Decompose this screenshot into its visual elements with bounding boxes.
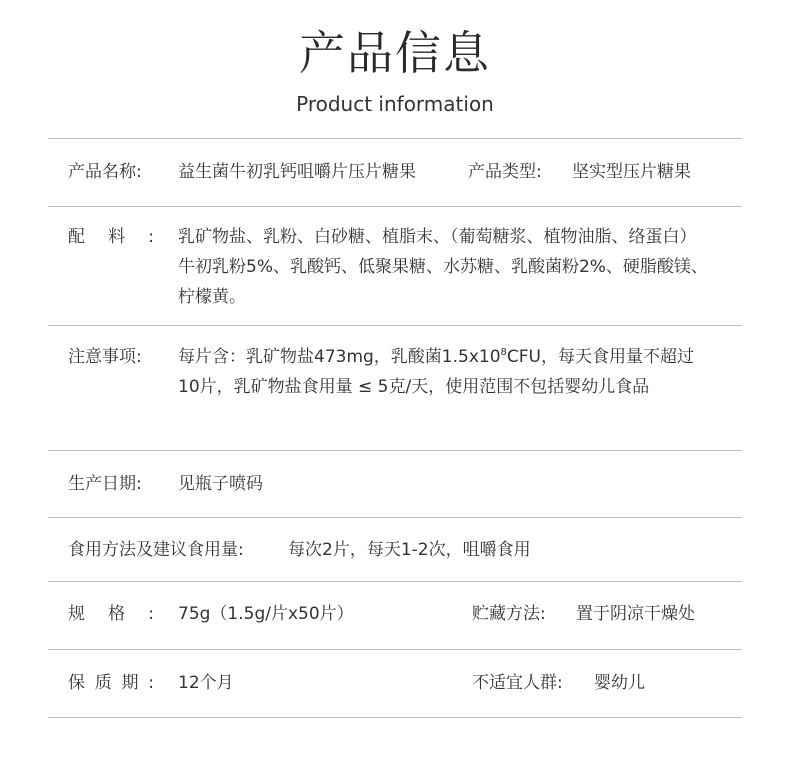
divider [48,325,742,326]
page-title: 产品信息 [299,26,491,80]
production-date-label: 生产日期: [68,474,142,494]
divider [48,138,742,139]
shelf-life-label [68,668,154,698]
shelf-life-label-text: 保质期: [68,673,155,693]
product-type-value: 坚实型压片糖果 [572,162,691,182]
storage-value: 置于阴凉干燥处 [576,604,695,624]
divider [48,717,742,718]
usage-value: 每次2片，每天1-2次，咀嚼食用 [288,540,531,560]
ingredients-label [68,222,154,252]
usage-label: 食用方法及建议食用量: [68,540,244,560]
unsuitable-label: 不适宜人群: [472,673,563,693]
spec-label-text: 规格: [68,604,155,624]
spec-label [68,599,154,629]
product-name-value: 益生菌牛初乳钙咀嚼片压片糖果 [178,162,416,182]
exponent: 8 [500,347,507,358]
ingredients-label-text: 配料: [68,227,155,247]
notice-label: 注意事项: [68,347,142,367]
page-subtitle: Product information [296,92,494,116]
spec-value: 75g（1.5g/片x50片） [178,604,354,624]
product-name-label: 产品名称: [68,162,142,182]
product-type-label: 产品类型: [468,162,542,182]
unsuitable-value: 婴幼儿 [594,673,645,693]
production-date-value: 见瓶子喷码 [178,474,263,494]
shelf-life-value: 12个月 [178,673,234,693]
divider [48,206,742,207]
divider [48,581,742,582]
divider [48,517,742,518]
divider [48,649,742,650]
divider [48,450,742,451]
storage-label: 贮藏方法: [472,604,546,624]
notice-value: 每片含：乳矿物盐473mg，乳酸菌$1.5x10^8CFU$，每天食用量不超过10片，乳矿物盐食用量 ≤ 5克/天，使用范围不包括婴幼儿食品 [178,347,694,397]
ingredients-value: 乳矿物盐、乳粉、白砂糖、植脂末、（葡萄糖浆、植物油脂、络蛋白）牛初乳粉5%、乳酸钙、低聚果糖、水苏糖、乳酸菌粉2%、硬脂酸镁、柠檬黄。 [178,227,708,307]
